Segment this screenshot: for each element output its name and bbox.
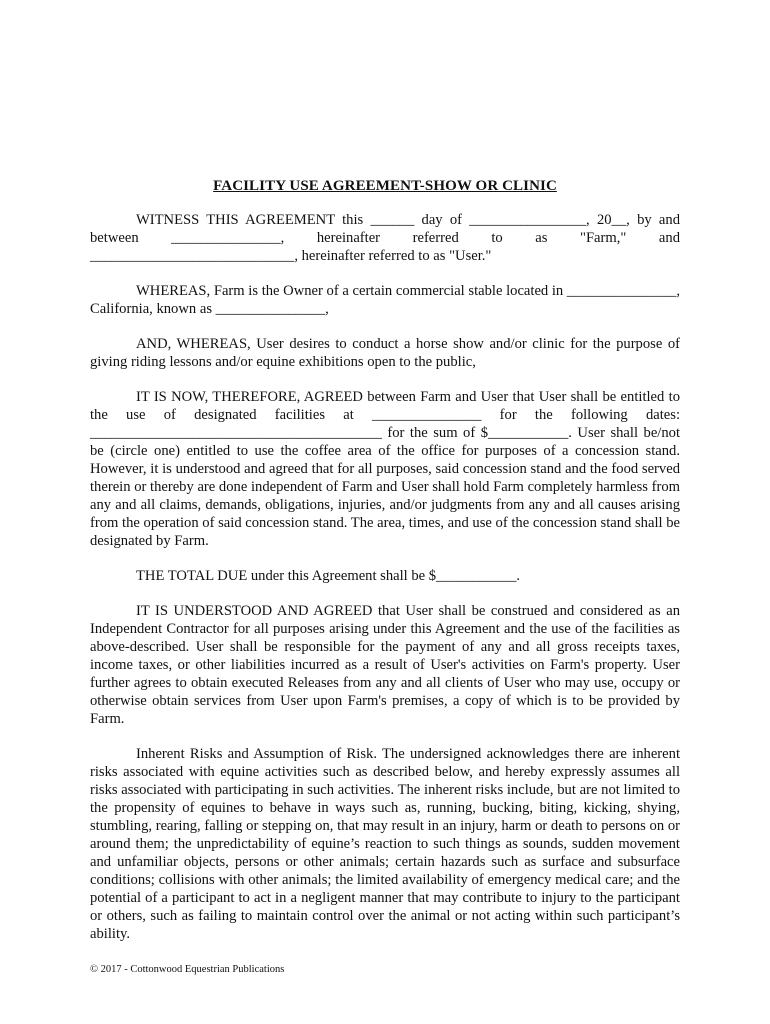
copyright-footer: © 2017 - Cottonwood Equestrian Publications [90, 964, 285, 975]
document-page [90, 178, 680, 960]
paragraph-witness: WITNESS THIS AGREEMENT this ______ day of ________________, 20__, by and between _______________, hereinafter referred to as "Farm," and ____________________________, hereinafter referred to as "User." [90, 212, 680, 264]
document-title: FACILITY USE AGREEMENT-SHOW OR CLINIC [213, 178, 557, 194]
paragraph-total-due: THE TOTAL DUE under this Agreement shall be $___________. [136, 568, 521, 584]
paragraph-whereas-user: AND, WHEREAS, User desires to conduct a horse show and/or clinic for the purpose of giving riding lessons and/or equine exhibitions open to the public, [90, 336, 680, 370]
paragraph-agreed-terms: IT IS NOW, THEREFORE, AGREED between Farm and User that User shall be entitled to the use of designated facilities at _______________ for the following dates: ________________________________________ for the sum of $___________. User shall be/not be (circle one) entitled to use the coffee area of the office for purposes of a concession stand. However, it is understood and agreed that for all purposes, said concession stand and the food served therein or thereby are done independent of Farm and User shall hold Farm completely harmless from any and all claims, demands, obligations, injuries, and/or judgments from any and all causes arising from the operation of said concession stand. The area, times, and use of the concession stand shall be designated by Farm. [90, 389, 680, 549]
paragraph-whereas-owner: WHEREAS, Farm is the Owner of a certain commercial stable located in _______________, California, known as _______________, [90, 283, 680, 317]
paragraph-independent-contractor: IT IS UNDERSTOOD AND AGREED that User shall be construed and considered as an Independent Contractor for all purposes arising under this Agreement and the use of the facilities as above-described. User shall be responsible for the payment of any and all gross receipts taxes, income taxes, or other liabilities incurred as a result of User's activities on Farm's property. User further agrees to obtain executed Releases from any and all clients of User who may use, occupy or otherwise obtain services from User upon Farm's premises, a copy of which is to be provided by Farm. [90, 603, 680, 727]
paragraph-inherent-risks: Inherent Risks and Assumption of Risk. The undersigned acknowledges there are inherent risks associated with equine activities such as described below, and hereby expressly assumes all risks associated with participating in such activities. The inherent risks include, but are not limited to the propensity of equines to behave in ways such as, running, bucking, biting, kicking, shying, stumbling, rearing, falling or stepping on, that may result in an injury, harm or death to persons on or around them; the unpredictability of equine’s reaction to such things as sounds, sudden movement and unfamiliar objects, persons or other animals; certain hazards such as surface and subsurface conditions; collisions with other animals; the limited availability of emergency medical care; and the potential of a participant to act in a negligent manner that may contribute to injury to the participant or others, such as failing to maintain control over the animal or not acting within such participant’s ability. [90, 746, 680, 942]
